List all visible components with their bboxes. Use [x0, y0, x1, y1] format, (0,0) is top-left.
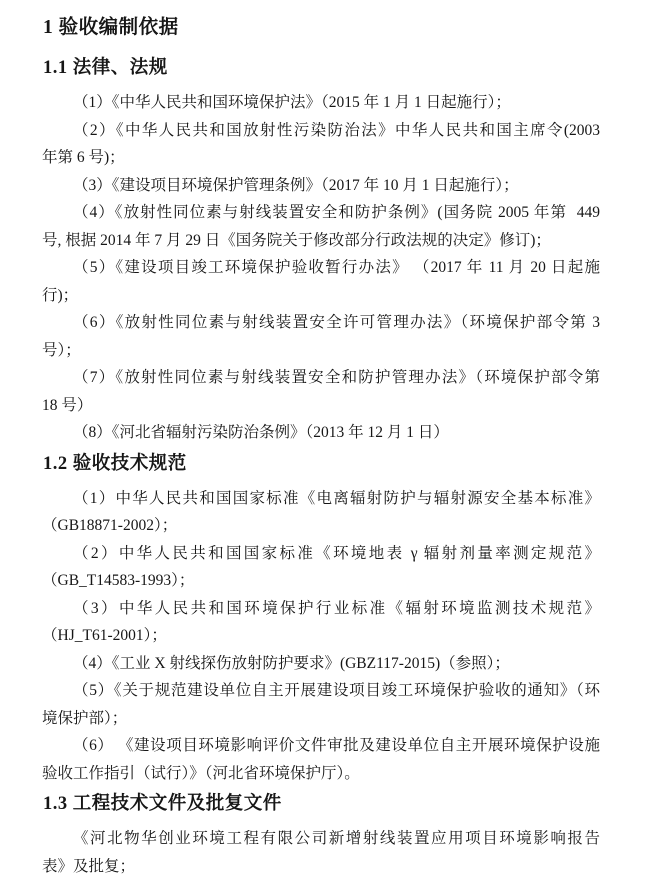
section-heading: 1.2 验收技术规范	[43, 453, 187, 474]
text-line: 号, 根据 2014 年 7 月 29 日《国务院关于修改部分行政法规的决定》修订)；	[42, 231, 551, 249]
text-line: （2）中华人民共和国国家标准《环境地表 γ 辐射剂量率测定规范》	[73, 544, 600, 562]
text-line: （1）《中华人民共和国环境保护法》（2015 年 1 月 1 日起施行）；	[73, 94, 511, 111]
text-line: （2）《中华人民共和国放射性污染防治法》中华人民共和国主席令(2003	[73, 121, 600, 139]
text-line: 《河北物华创业环境工程有限公司新增射线装置应用项目环境影响报告	[73, 830, 600, 847]
text-line: （3）《建设项目环境保护管理条例》（2017 年 10 月 1 日起施行）；	[73, 176, 519, 194]
text-line: （8）《河北省辐射污染防治条例》（2013 年 12 月 1 日）	[73, 424, 449, 441]
text-line: （6） 《建设项目环境影响评价文件审批及建设单位自主开展环境保护设施	[73, 737, 600, 754]
paragraph	[42, 677, 600, 732]
chapter-heading: 1 验收编制依据	[43, 17, 179, 38]
text-line: 18 号）	[42, 396, 93, 414]
paragraph	[42, 650, 600, 678]
paragraph	[42, 540, 600, 595]
text-line: （4）《工业 X 射线探伤放射防护要求》(GBZ117-2015)（参照）；	[73, 654, 510, 672]
text-line: （5）《建设项目竣工环境保护验收暂行办法》 （2017 年 11 月 20 日起施	[73, 259, 600, 276]
text-line: （5）《关于规范建设单位自主开展建设项目竣工环境保护验收的通知》（环	[73, 682, 600, 699]
text-line: （7）《放射性同位素与射线装置安全和防护管理办法》（环境保护部令第	[73, 369, 600, 386]
paragraph	[42, 419, 600, 447]
section-heading: 1.1 法律、法规	[43, 58, 168, 78]
text-line: 号）；	[42, 341, 81, 359]
text-line: （4）《放射性同位素与射线装置安全和防护条例》(国务院 2005 年第 449	[73, 204, 600, 221]
text-line: 年第 6 号)；	[42, 149, 125, 166]
text-line: （6）《放射性同位素与射线装置安全许可管理办法》（环境保护部令第 3	[73, 314, 600, 331]
text-line: （GB18871-2002）；	[42, 517, 178, 534]
text-line: （3）中华人民共和国环境保护行业标准《辐射环境监测技术规范》	[73, 599, 600, 617]
paragraph	[42, 825, 600, 880]
text-line: 行)；	[42, 286, 79, 304]
text-line: 境保护部）；	[42, 709, 128, 727]
text-line: （GB_T14583-1993）；	[42, 572, 195, 589]
paragraph	[42, 364, 600, 419]
paragraph	[42, 89, 600, 117]
text-line: 表》及批复；	[42, 857, 136, 875]
text-line: （HJ_T61-2001）；	[42, 627, 167, 644]
paragraph	[42, 254, 600, 309]
paragraph	[42, 309, 600, 364]
paragraph	[42, 485, 600, 540]
text-line: （1）中华人民共和国国家标准《电离辐射防护与辐射源安全基本标准》	[73, 489, 600, 507]
paragraph	[42, 199, 600, 254]
paragraph	[42, 172, 600, 200]
paragraph	[42, 117, 600, 172]
document-content	[42, 13, 600, 880]
paragraph	[42, 732, 600, 787]
paragraph	[42, 595, 600, 650]
text-line: 验收工作指引（试行）》（河北省环境保护厅）。	[42, 764, 360, 782]
section-heading: 1.3 工程技术文件及批复文件	[43, 794, 282, 814]
